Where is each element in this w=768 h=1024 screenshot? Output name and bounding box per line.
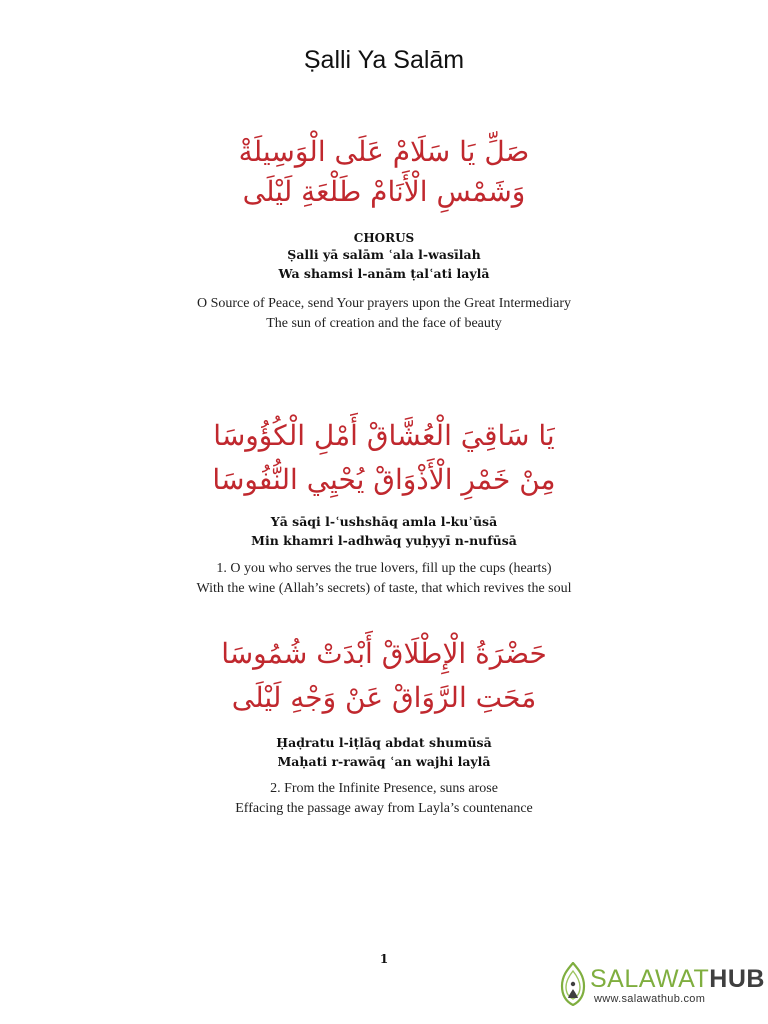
- logo-word-salawat: SALAWAT: [590, 965, 710, 993]
- verse-1-translation-line-1: 1. O you who serves the true lovers, fill up the cups (hearts): [216, 561, 552, 576]
- verse-1-transliteration-line-2: Min khamri l-adhwāq yuḥyyī n-nufūsā: [251, 533, 517, 548]
- chorus-transliteration-line-2: Wa shamsi l-anām ṭalʿati laylā: [278, 266, 490, 281]
- verse-2-transliteration-line-2: Maḥati r-rawāq ʿan wajhi laylā: [277, 754, 491, 769]
- chorus-arabic-line-2: وَشَمْسِ الْأَنَامْ طَلْعَةِ لَيْلَى: [242, 175, 526, 208]
- chorus-heading: CHORUS: [353, 231, 415, 245]
- verse-1-arabic-line-1: يَا سَاقِيَ الْعُشَّاقْ أَمْلِ الْكُؤُوسَا: [213, 419, 555, 452]
- logo-url: www.salawathub.com: [594, 993, 706, 1005]
- chorus-transliteration-line-1: Ṣalli yā salām ʿala l-wasīlah: [287, 247, 481, 262]
- verse-2-translation-line-1: 2. From the Infinite Presence, suns arose: [270, 781, 498, 796]
- verse-1-arabic-line-2: مِنْ خَمْرِ الْأَذْوَاقْ يُحْيِي النُّفُوسَا: [212, 463, 556, 496]
- page-title: Ṣalli Ya Salām: [303, 46, 465, 74]
- page-number: 1: [379, 952, 389, 966]
- verse-1-translation-line-2: With the wine (Allah’s secrets) of taste, that which revives the soul: [196, 581, 572, 596]
- chorus-arabic-line-1: صَلِّ يَا سَلَامْ عَلَى الْوَسِيلَةْ: [238, 135, 530, 168]
- verse-2-arabic-line-2: مَحَتِ الرَّوَاقْ عَنْ وَجْهِ لَيْلَى: [231, 681, 537, 714]
- lantern-icon: [558, 962, 588, 1006]
- salawathub-logo: [558, 958, 765, 1010]
- verse-2-transliteration-line-1: Ḥaḍratu l-iṭlāq abdat shumūsā: [276, 735, 492, 750]
- chorus-translation-line-2: The sun of creation and the face of beauty: [266, 316, 502, 331]
- verse-2-translation-line-2: Effacing the passage away from Layla’s countenance: [235, 801, 533, 816]
- verse-2-arabic-line-1: حَضْرَةُ الْإِطْلَاقْ أَبْدَتْ شُمُوسَا: [221, 637, 547, 670]
- verse-1-transliteration-line-1: Yā sāqi l-ʿushshāq amla l-kuʾūsā: [270, 514, 498, 529]
- chorus-translation-line-1: O Source of Peace, send Your prayers upon the Great Intermediary: [197, 296, 571, 311]
- logo-word-hub: HUB: [709, 965, 765, 993]
- logo-wordmark: [590, 966, 765, 992]
